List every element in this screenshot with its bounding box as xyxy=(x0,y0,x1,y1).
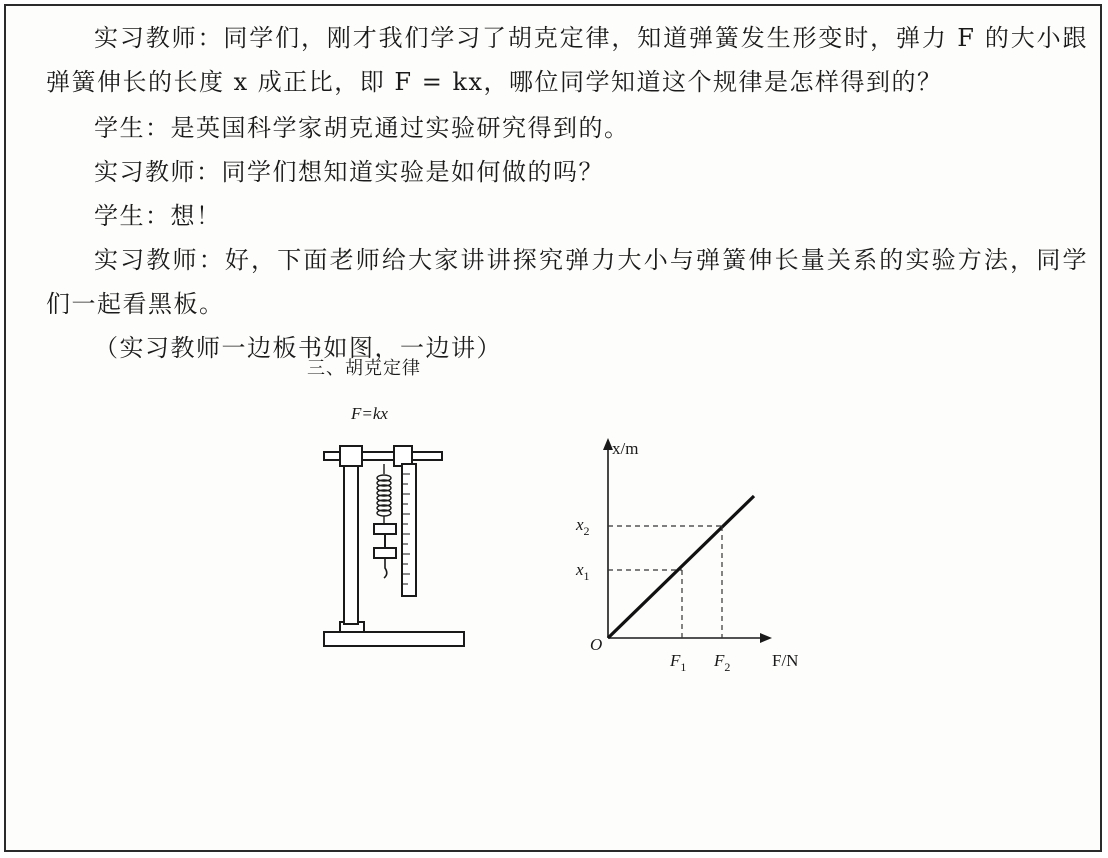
figure xyxy=(6,6,1104,854)
formula-label: F=kx xyxy=(351,404,388,423)
y-tick-label-x1: $x_1$ xyxy=(576,560,590,583)
x-tick-label-f1: $F_1$ xyxy=(670,651,687,674)
paragraph-1: 实习教师：同学们，刚才我们学习了胡克定律，知道弹簧发生形变时，弹力 F 的大小跟弹簧伸长的长度 x 成正比，即 F = kx，哪位同学知道这个规律是怎样得到的？ xyxy=(46,24,1088,96)
x-axis-arrow-icon xyxy=(760,633,772,643)
paragraph-6: （实习教师一边板书如图，一边讲） xyxy=(94,334,502,362)
paragraph-4: 学生：想！ xyxy=(94,202,222,230)
y-tick-label-x2: $x_2$ xyxy=(576,515,590,538)
y-axis-label: x/m xyxy=(612,439,639,458)
section-heading: 三、胡克定律 xyxy=(307,358,421,379)
paragraph-5: 实习教师：好，下面老师给大家讲讲探究弹力大小与弹簧伸长量关系的实验方法，同学们一起看黑板。 xyxy=(46,246,1088,318)
paragraph-2: 学生：是英国科学家胡克通过实验研究得到的。 xyxy=(94,114,630,142)
x-axis-label: F/N xyxy=(772,651,799,670)
series-line xyxy=(608,496,754,638)
spring-apparatus-illustration xyxy=(324,446,464,646)
x-tick-label-f2: $F_2$ xyxy=(714,651,731,674)
paragraph-3: 实习教师：同学们想知道实验是如何做的吗？ xyxy=(94,158,604,186)
x-vs-f-graph xyxy=(575,438,798,674)
page-frame xyxy=(4,4,1102,852)
origin-label: O xyxy=(590,635,603,654)
